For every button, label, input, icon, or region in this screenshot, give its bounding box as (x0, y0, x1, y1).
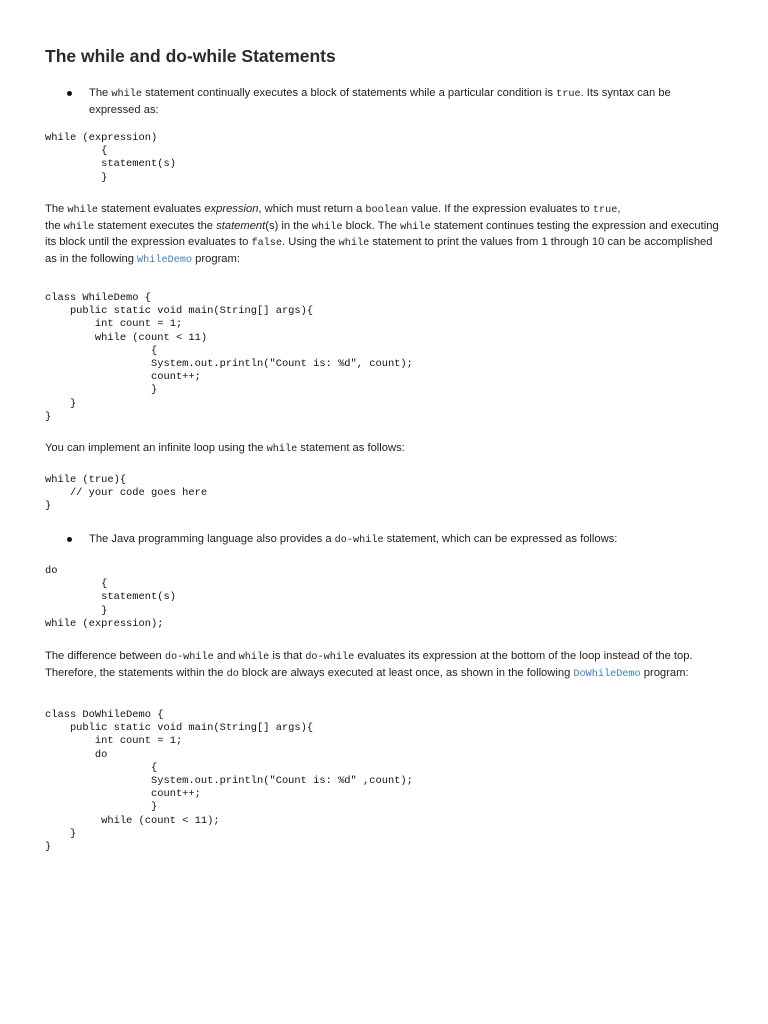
paragraph-while-explanation: The while statement evaluates expression, which must return a boolean value. If the expression evaluates to true, the while statement executes the statement(s) in the while block. The while statement continues testing the expression and executing its block until the expression evaluates to false. Using the while statement to print the values from 1 through 10 can be accomplished as in the following WhileDemo program: (45, 203, 719, 266)
code-block-dowhiledemo: class DoWhileDemo { public static void main(String[] args){ int count = 1; do { System.out.println("Count is: %d" ,count); count++; } while (count < 11); } } (45, 709, 413, 854)
paragraph-infinite-loop: You can implement an infinite loop using the while statement as follows: (45, 442, 405, 455)
bullet-dot (67, 91, 72, 96)
bullet-item-while (45, 86, 725, 118)
dowhiledemo-link[interactable]: DoWhileDemo (573, 668, 641, 680)
code-block-infinite-loop: while (true){ // your code goes here } (45, 474, 208, 513)
bullet-dot (67, 537, 72, 542)
code-block-while-syntax: while (expression) { statement(s) } (45, 132, 176, 184)
paragraph-do-while-difference: The difference between do-while and while is that do-while evaluates its expression at the bottom of the loop instead of the top. Therefore, the statements within the do block are always executed at least once, as shown in the following DoWhileDemo program: (45, 650, 693, 680)
whiledemo-link[interactable]: WhileDemo (137, 254, 193, 266)
bullet-text: The while statement continually executes a block of statements while a particular condition is true. Its syntax can be expressed as: (89, 87, 671, 116)
page-title: The while and do-while Statements (45, 46, 336, 66)
bullet-item-do-while (45, 532, 725, 549)
code-block-whiledemo: class WhileDemo { public static void main(String[] args){ int count = 1; while (count < 11) { System.out.println("Count is: %d", count); count++; } } } (45, 292, 413, 423)
code-block-do-while-syntax: do { statement(s) } while (expression); (45, 565, 176, 630)
bullet-text: The Java programming language also provides a do-while statement, which can be expressed as follows: (89, 533, 618, 546)
